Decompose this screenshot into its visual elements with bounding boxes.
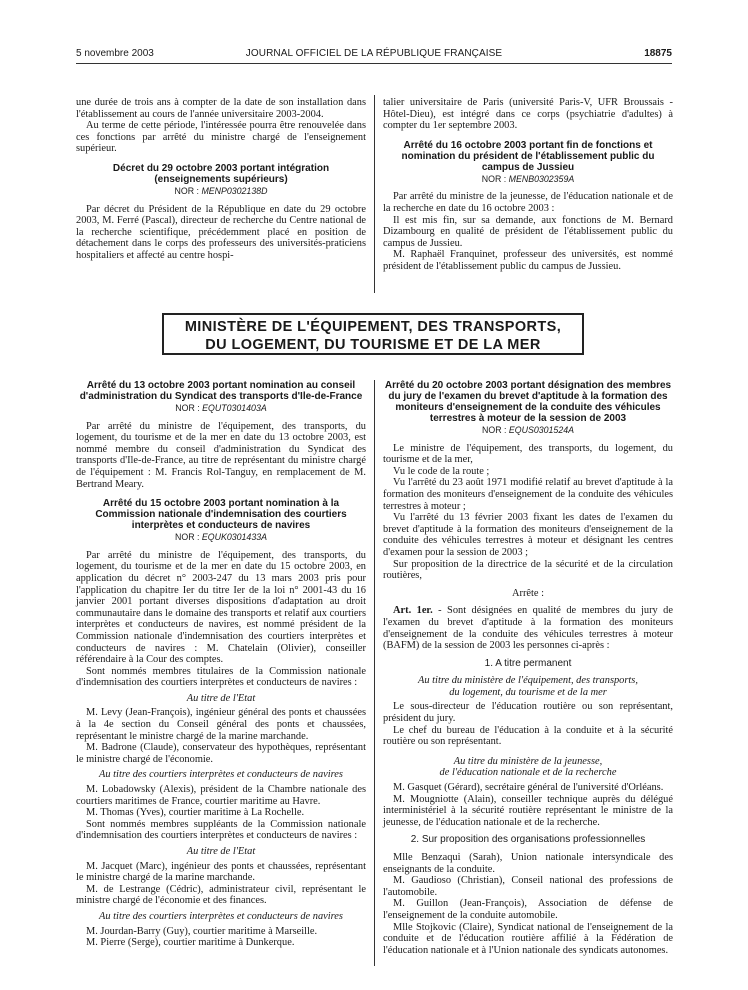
arrete-title: Arrêté du 16 octobre 2003 portant fin de fonctions et nomination du président de l'établissement public du campus de Jussieu	[401, 139, 655, 173]
continued-paragraph: une durée de trois ans à compter de la date de son installation dans l'établissement au cours de l'année universitaire 2003-2004.	[76, 97, 366, 120]
paragraph: Il est mis fin, sur sa demande, aux fonctions de M. Bernard Dizambourg en qualité de président de l'établissement public du campus de Jussieu.	[383, 214, 673, 249]
top-left-column	[76, 97, 366, 262]
paragraph: Vu l'arrêté du 23 août 1971 modifié relatif au brevet d'aptitude à la formation des moniteurs d'enseignement de la conduite des véhicules terrestres à moteur ;	[383, 477, 673, 512]
section-caption: du logement, du tourisme et de la mer	[449, 686, 607, 698]
continued-paragraph: talier universitaire de Paris (université Paris-V, UFR Broussais - Hôtel-Dieu), est intégré dans ce corps (psychiatrie d'adultes) à compter du 1er septembre 2003.	[383, 97, 673, 132]
member-entry: M. Pierre (Serge), courtier maritime à Dunkerque.	[86, 937, 295, 949]
nor-label: NOR :	[175, 532, 200, 543]
bottom-right-column	[383, 380, 673, 956]
member-entry: M. Badrone (Claude), conservateur des hypothèques, représentant le ministre chargé de l'économie.	[76, 742, 366, 765]
member-entry: Mlle Benzaqui (Sarah), Union nationale intersyndicale des enseignants de la conduite.	[383, 852, 673, 875]
arrete-keyword: Arrête :	[511, 587, 545, 599]
section-caption: Au titre des courtiers interprètes et conducteurs de navires	[99, 910, 343, 922]
header-date: 5 novembre 2003	[76, 48, 154, 59]
ministry-heading-box	[162, 313, 584, 355]
member-entry: M. de Lestrange (Cédric), administrateur civil, représentant le ministre chargé de l'économie et des finances.	[76, 883, 366, 907]
nor-code: MENB0302359A	[508, 173, 575, 184]
article-text: - Sont désignées en qualité de membres du jury de l'examen du brevet d'aptitude à la formation des moniteurs d'enseignement de la conduite des véhicules terrestres à moteur (BAFM) de la session de 2003 les personnes ci-après :	[383, 605, 673, 652]
ministry-line-2: DU LOGEMENT, DU TOURISME ET DE LA MER	[205, 337, 541, 353]
section-caption: Au titre des courtiers interprètes et conducteurs de navires	[99, 769, 343, 781]
paragraph: Sur proposition de la directrice de la sécurité et de la circulation routières,	[383, 558, 673, 582]
member-entry: Le chef du bureau de l'éducation à la conduite et à la sécurité routière ou son représentant.	[383, 724, 673, 748]
decree-text: Par décret du Président de la République en date du 29 octobre 2003, M. Ferré (Pascal), directeur de recherche du Centre national de la recherche scientifique, précédemment placé en position de détachement dans le corps des professeurs des universités-praticiens hospitaliers et affecté au centre hospi-	[76, 203, 366, 261]
nor-label: NOR :	[481, 173, 507, 184]
paragraph: Sont nommés membres suppléants de la Commission nationale d'indemnisation des courtiers interprètes et conducteurs de navires :	[76, 818, 366, 842]
member-entry: M. Gasquet (Gérard), secrétaire général de l'université d'Orléans.	[393, 782, 664, 794]
nor-code: MENP0302138D	[201, 185, 268, 196]
paragraph: Par arrêté du ministre de la jeunesse, de l'éducation nationale et de la recherche en date du 16 octobre 2003 :	[383, 191, 673, 214]
member-entry: M. Lobadowsky (Alexis), président de la Chambre nationale des courtiers maritimes de France, courtier maritime au Havre.	[76, 784, 366, 807]
bottom-left-column	[76, 380, 366, 949]
header-page-number: 18875	[644, 48, 672, 59]
member-entry: M. Guillon (Jean-François), Association de défense de l'enseignement de la conduite automobile.	[383, 898, 673, 921]
section-heading: 2. Sur proposition des organisations professionnelles	[410, 834, 646, 846]
nor-label: NOR :	[175, 403, 200, 413]
nor-reference	[383, 425, 673, 437]
section-heading: 1. A titre permanent	[484, 657, 572, 669]
member-entry: M. Gaudioso (Christian), Conseil national des professions de l'automobile.	[383, 875, 673, 898]
page-header	[76, 48, 672, 62]
nor-label: NOR :	[174, 185, 199, 196]
decree-title: Décret du 29 octobre 2003 portant intégration (enseignements supérieurs)	[112, 162, 330, 185]
nor-code: EQUS0301524A	[508, 425, 574, 435]
paragraph: Par arrêté du ministre de l'équipement, des transports, du logement, du tourisme et de la mer en date du 15 octobre 2003, en application du décret n° 2003-247 du 13 mars 2003 pris pour l'application du chapitre Ier du titre Ier de la loi n° 2001-43 du 16 janvier 2001 portant diverses dispositions d'adaptation au droit communautaire dans le domaine des transports et relatif aux courtiers interprètes et conducteurs de navires, est nommé président de la Commission nationale d'indemnisation des courtiers interprètes et conducteurs de navires : M. Chatelain (Olivier), conseiller référendaire à la Cour des comptes.	[76, 549, 366, 666]
nor-code: EQUK0301433A	[201, 532, 267, 543]
section-caption: Au titre de l'Etat	[186, 846, 256, 857]
arrete-title: Arrêté du 13 octobre 2003 portant nomination au conseil d'administration du Syndicat des transports d'Ile-de-France	[79, 380, 363, 402]
nor-reference	[76, 532, 366, 544]
nor-code: EQUT0301403A	[202, 403, 267, 413]
paragraph: M. Raphaël Franquinet, professeur des universités, est nommé président de l'établissement public du campus de Jussieu.	[383, 249, 673, 272]
paragraph: Le ministre de l'équipement, des transports, du logement, du tourisme et de la mer,	[383, 442, 673, 466]
member-entry: M. Jacquet (Marc), ingénieur des ponts et chaussées, représentant le ministre chargé de la marine marchande.	[76, 860, 366, 884]
article-label: Art. 1er.	[393, 605, 433, 617]
arrete-title: Arrêté du 20 octobre 2003 portant désignation des membres du jury de l'examen du brevet d'aptitude à la formation des moniteurs d'enseignement de la conduite des véhicules terrestres à moteur de la session de 2003	[384, 380, 672, 424]
section-caption: de l'éducation nationale et de la recherche	[439, 767, 617, 779]
section-caption: Au titre de l'Etat	[186, 692, 256, 704]
member-entry: M. Mougniotte (Alain), conseiller technique auprès du délégué interministériel à la sécurité routière représentant le ministre de la jeunesse, de l'éducation nationale et de la recherche.	[383, 793, 673, 828]
nor-reference	[76, 403, 366, 415]
nor-label: NOR :	[482, 425, 507, 435]
member-entry: Le sous-directeur de l'éducation routière ou son représentant, président du jury.	[383, 701, 673, 725]
member-entry: Mlle Stojkovic (Claire), Syndicat national de l'enseignement de la conduite et de l'éducation routière affilié à la Fédération de l'éducation nationale et à l'Union nationale des syndicats autonomes.	[383, 921, 673, 956]
paragraph: Vu l'arrêté du 13 février 2003 fixant les dates de l'examen du brevet d'aptitude à la formation des moniteurs d'enseignement de la conduite des véhicules terrestres à moteur et désignant les centres d'examen pour la session de 2003 ;	[383, 512, 673, 558]
paragraph: Sont nommés membres titulaires de la Commission nationale d'indemnisation des courtiers interprètes et conducteurs de navires :	[76, 665, 366, 689]
paragraph: Vu le code de la route ;	[393, 465, 490, 477]
column-rule	[374, 380, 375, 966]
arrete-title: Arrêté du 15 octobre 2003 portant nomination à la Commission nationale d'indemnisation des courtiers interprètes et conducteurs de navires	[95, 498, 347, 532]
member-entry: M. Levy (Jean-François), ingénieur général des ponts et chaussées à la 4e section du Conseil général des ponts et chaussées, représentant le ministre chargé de la marine marchande.	[76, 707, 366, 742]
top-right-column	[383, 97, 673, 273]
paragraph: Par arrêté du ministre de l'équipement, des transports, du logement, du tourisme et de la mer en date du 13 octobre 2003, est nommé membre du conseil d'administration du Syndicat des transports d'Ile-de-France, au titre de représentant du ministre chargé de l'équipement : M. Francis Rol-Tanguy, en remplacement de M. Bertrand Meary.	[76, 420, 366, 490]
nor-reference	[383, 174, 673, 186]
member-entry: M. Thomas (Yves), courtier maritime à La Rochelle.	[86, 807, 305, 819]
member-entry: M. Jourdan-Barry (Guy), courtier maritime à Marseille.	[86, 925, 318, 937]
header-journal-title: JOURNAL OFFICIEL DE LA RÉPUBLIQUE FRANÇAISE	[245, 48, 503, 59]
section-caption: Au titre du ministère de l'équipement, des transports,	[418, 675, 638, 687]
column-rule	[374, 95, 375, 293]
ministry-line-1: MINISTÈRE DE L'ÉQUIPEMENT, DES TRANSPORTS,	[184, 319, 562, 335]
article-1	[383, 605, 673, 651]
nor-reference	[76, 186, 366, 198]
section-caption: Au titre du ministère de la jeunesse,	[453, 755, 603, 767]
header-rule	[76, 63, 672, 64]
paragraph: Au terme de cette période, l'intéressée pourra être renouvelée dans ces fonctions par arrêté du ministre chargé de l'enseignement supérieur.	[76, 120, 366, 155]
